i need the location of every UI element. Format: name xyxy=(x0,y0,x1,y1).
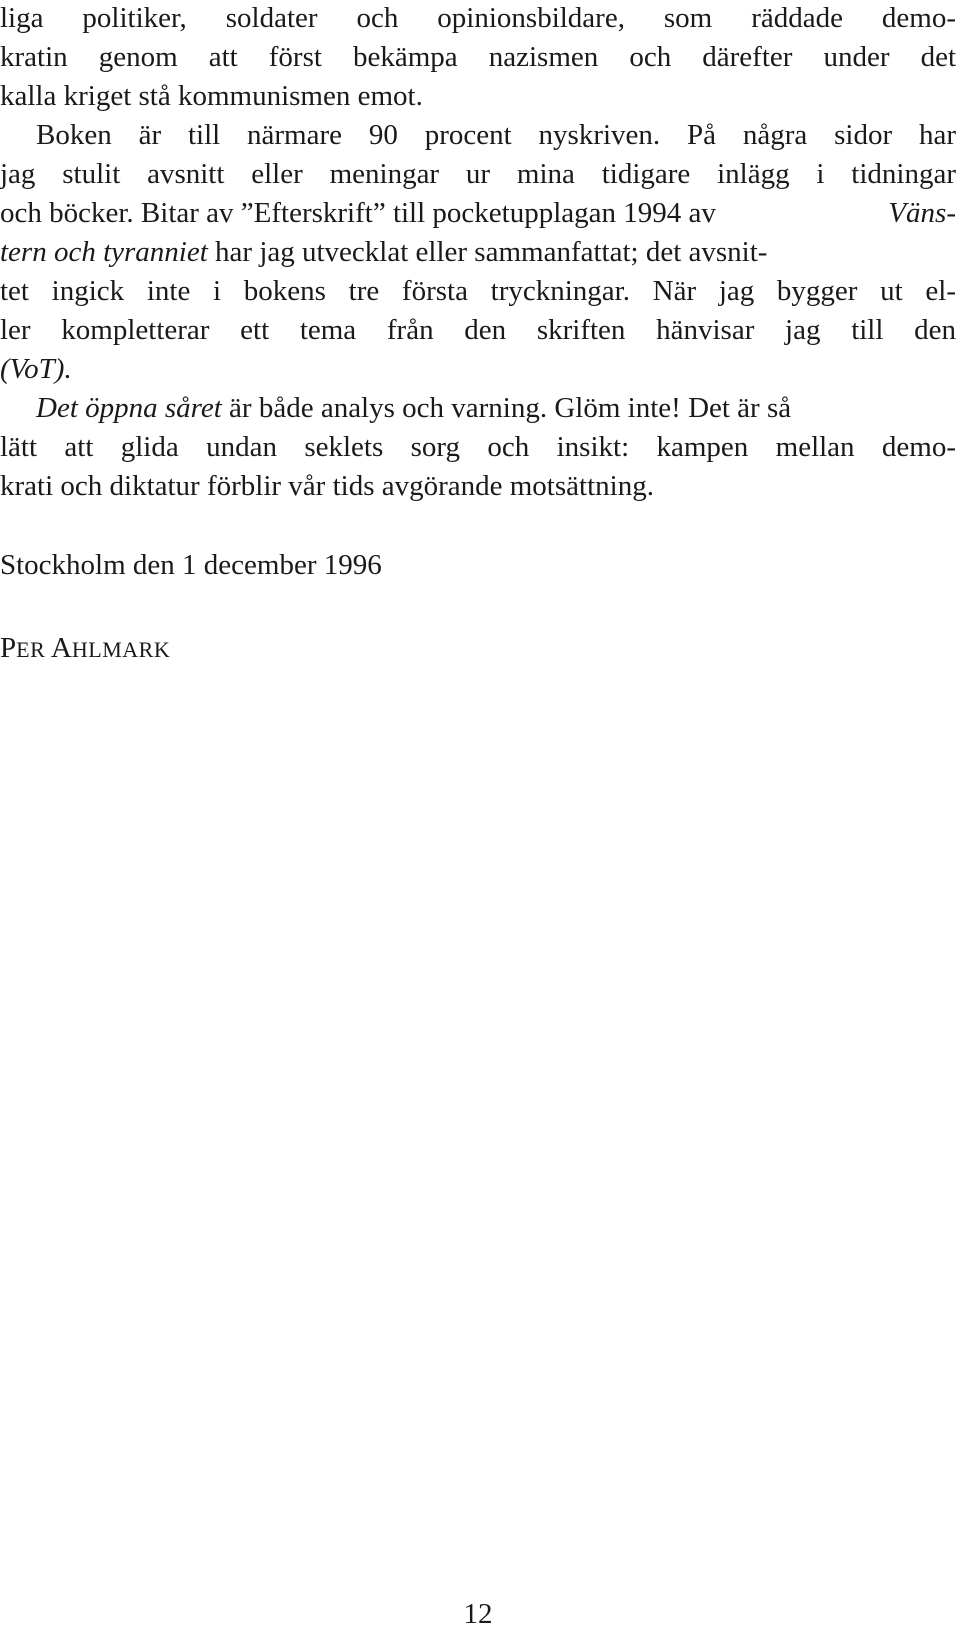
body-line-11 xyxy=(36,390,956,426)
body-line-12: lätt att glida undan seklets sorg och insikt: kampen mellan demo- xyxy=(0,431,956,463)
book-title-vot-part2: tern och tyranniet xyxy=(0,236,208,268)
body-line-7-text: har jag utvecklat eller sammanfattat; det avsnit- xyxy=(207,236,768,268)
body-line-1: liga politiker, soldater och opinionsbildare, som räddade demo- xyxy=(0,2,956,34)
body-line-9: ler kompletterar ett tema från den skriften hänvisar jag till den xyxy=(0,314,956,346)
body-line-6 xyxy=(0,195,956,231)
place-date: Stockholm den 1 december 1996 xyxy=(0,549,382,581)
body-line-4: Boken är till närmare 90 procent nyskriven. På några sidor har xyxy=(36,119,956,151)
body-line-8: tet ingick inte i bokens tre första tryckningar. När jag bygger ut el- xyxy=(0,275,956,307)
body-line-11-text: är både analys och varning. Glöm inte! Det är så xyxy=(221,392,792,424)
body-line-5: jag stulit avsnitt eller meningar ur mina tidigare inlägg i tidningar xyxy=(0,158,956,190)
body-line-2: kratin genom att först bekämpa nazismen och därefter under det xyxy=(0,41,956,73)
author-signature: PER AHLMARK xyxy=(0,632,171,664)
body-line-3: kalla kriget stå kommunismen emot. xyxy=(0,80,423,112)
body-line-13: krati och diktatur förblir vår tids avgörande motsättning. xyxy=(0,470,654,502)
body-line-6-text: och böcker. Bitar av ”Efterskrift” till pocketupplagan 1994 av xyxy=(0,197,716,229)
vot-abbreviation: (VoT). xyxy=(0,353,72,385)
body-line-7 xyxy=(0,234,956,270)
page-number: 12 xyxy=(463,1598,493,1630)
body-line-10 xyxy=(0,351,956,387)
book-title-vot-part1: Väns- xyxy=(888,197,956,229)
book-title-det-oppna-saret: Det öppna såret xyxy=(36,392,222,424)
